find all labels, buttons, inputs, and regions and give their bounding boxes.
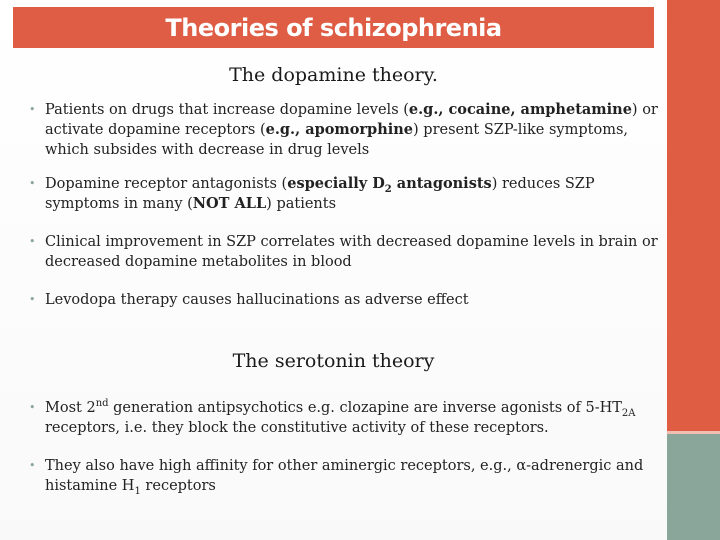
bullet-item <box>28 398 658 438</box>
bullet-text-segment: Levodopa therapy causes hallucinations as adverse effect <box>45 292 469 308</box>
bullet-item <box>28 232 658 272</box>
slide-title: Theories of schizophrenia <box>165 13 502 42</box>
bullet-text-segment: Dopamine receptor antagonists ( <box>45 176 288 192</box>
bullet-dot-icon: • <box>29 459 36 472</box>
bullet-dot-icon: • <box>29 293 36 306</box>
bullet-text-segment: ) reduces SZP symptoms in many ( <box>45 176 595 212</box>
bullet-text-segment: ) or activate dopamine receptors ( <box>45 102 658 138</box>
bullet-text-segment: Clinical improvement in SZP correlates with decreased dopamine levels in brain or decreased dopamine metabolites in blood <box>45 234 658 270</box>
bullet-text-segment: Patients on drugs that increase dopamine levels ( <box>45 102 409 118</box>
bullet-dot-icon: • <box>29 177 36 190</box>
bullet-dot-icon: • <box>29 401 36 414</box>
bullet-item <box>28 174 658 214</box>
bullet-text-segment: e.g., apomorphine <box>265 121 414 138</box>
bullet-text-segment: especially D <box>287 175 385 192</box>
bullet-text-segment: e.g., cocaine, amphetamine <box>408 101 632 118</box>
bullet-text-segment: 2A <box>621 407 636 419</box>
bullet-text-segment: 1 <box>134 485 141 497</box>
bullet-item <box>28 290 658 310</box>
bullet-dot-icon: • <box>29 103 36 116</box>
bullet-text-segment: ) present SZP-like symptoms, which subsides with decrease in drug levels <box>45 122 629 158</box>
bullet-text-segment: 2 <box>384 183 392 195</box>
decorative-side-band-bottom <box>667 434 720 540</box>
serotonin-bullet-list <box>28 398 658 496</box>
bullet-dot-icon: • <box>29 235 36 248</box>
bullet-text-segment: antagonists <box>391 175 492 192</box>
section-heading-dopamine: The dopamine theory. <box>229 64 438 86</box>
section-heading-serotonin: The serotonin theory <box>232 350 435 372</box>
bullet-text-segment: NOT ALL <box>192 195 267 212</box>
bullet-text-segment: receptors <box>140 478 216 494</box>
bullet-text-segment: They also have high affinity for other aminergic receptors, e.g., α-adrenergic and histamine H <box>45 458 644 494</box>
dopamine-bullet-list <box>28 100 658 310</box>
bullet-text-segment: generation antipsychotics e.g. clozapine are inverse agonists of 5-HT <box>108 400 622 416</box>
bullet-item <box>28 100 658 160</box>
bullet-text-segment: receptors, i.e. they block the constitutive activity of these receptors. <box>45 420 549 436</box>
bullet-text-segment: ) patients <box>266 196 337 212</box>
bullet-item <box>28 456 658 496</box>
bullet-text-segment: nd <box>95 398 109 410</box>
bullet-text-segment: Most 2 <box>45 400 96 416</box>
